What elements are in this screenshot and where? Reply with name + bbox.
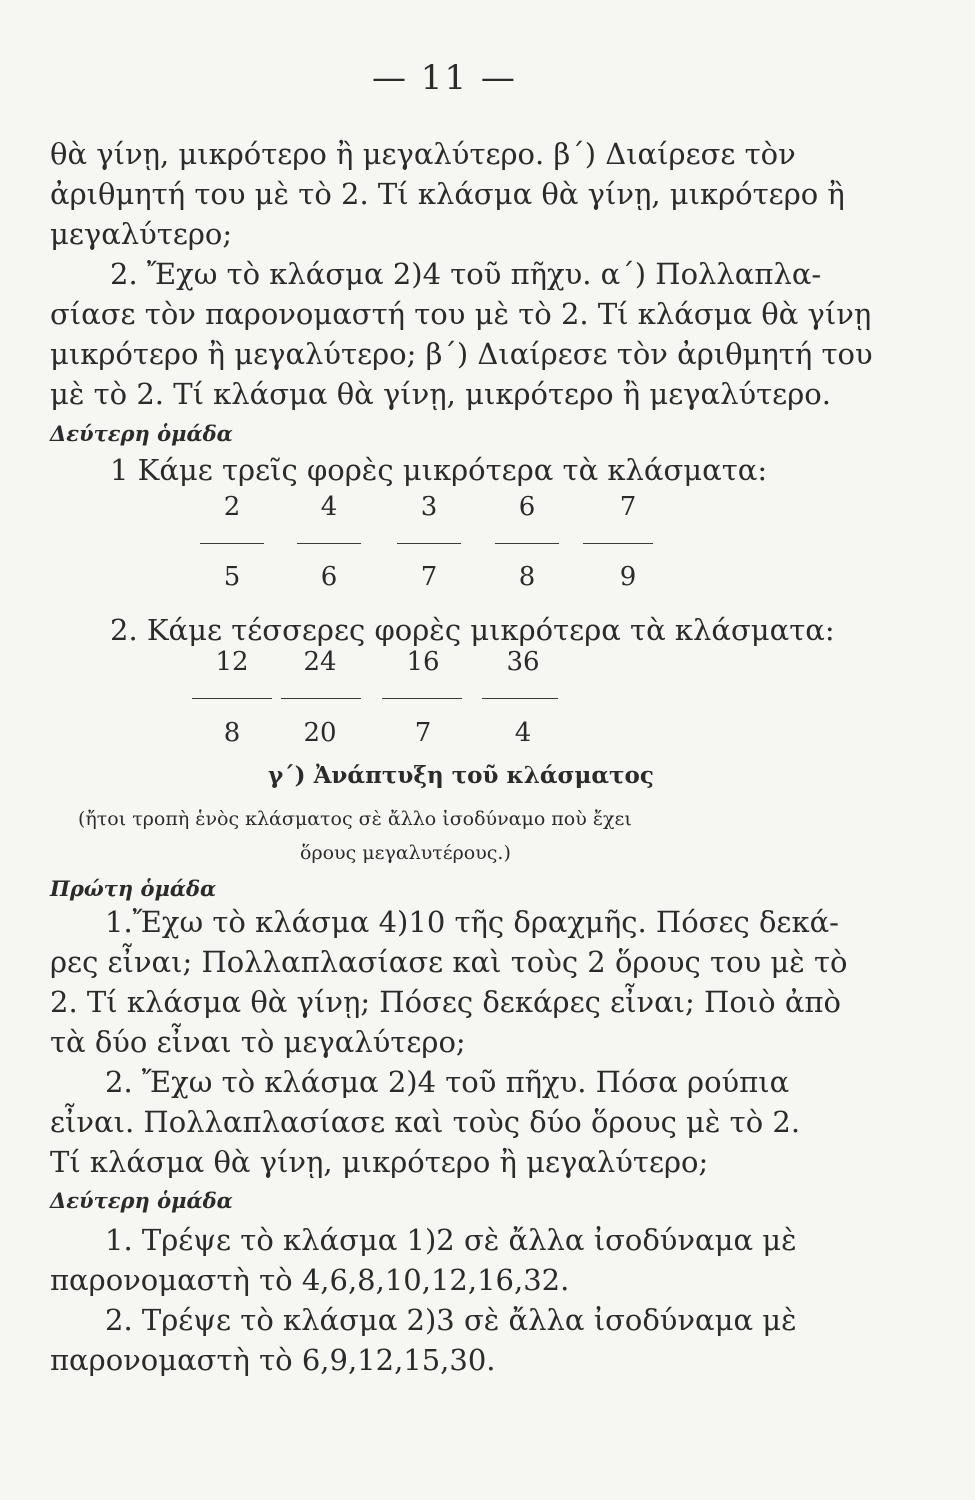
numerator: 2 — [223, 492, 241, 522]
text-line: θὰ γίνῃ, μικρότερο ἢ μεγαλύτερο. β΄) Διαίρεσε τὸν — [50, 137, 796, 171]
numerator: 16 — [406, 647, 440, 677]
exercise-1-text: 1 Κάμε τρεῖς φορὲς μικρότερα τὰ κλάσματα: — [110, 453, 768, 487]
text-line: ρες εἶναι; Πολλαπλασίασε καὶ τοὺς 2 ὅρους του μὲ τὸ — [50, 945, 848, 979]
numerator: 36 — [506, 647, 540, 677]
page-number: — 11 — — [372, 58, 517, 98]
numerator: 24 — [303, 647, 337, 677]
text-line: σίασε τὸν παρονομαστή του μὲ τὸ 2. Τί κλάσμα θὰ γίνῃ — [50, 297, 872, 331]
text-line: παρονομαστὴ τὸ 4,6,8,10,12,16,32. — [50, 1263, 570, 1297]
fraction-bar — [583, 543, 653, 544]
numerator: 6 — [518, 492, 536, 522]
fraction-bar — [382, 698, 462, 699]
denominator: 8 — [518, 562, 536, 592]
denominator: 7 — [414, 718, 432, 748]
fraction-bar — [192, 698, 272, 699]
text-line: μεγαλύτερο; — [50, 217, 233, 251]
fraction-bar — [281, 698, 361, 699]
text-line: παρονομαστὴ τὸ 6,9,12,15,30. — [50, 1343, 496, 1377]
section-subtitle: ὅρους μεγαλυτέρους.) — [300, 842, 511, 864]
denominator: 20 — [303, 718, 337, 748]
numerator: 12 — [215, 647, 249, 677]
denominator: 8 — [223, 718, 241, 748]
denominator: 7 — [420, 562, 438, 592]
fraction-bar — [495, 543, 559, 544]
text-line: εἶναι. Πολλαπλασίασε καὶ τοὺς δύο ὅρους μὲ τὸ 2. — [50, 1105, 801, 1139]
denominator: 9 — [619, 562, 637, 592]
exercise-2-text: 2. Κάμε τέσσερες φορὲς μικρότερα τὰ κλάσματα: — [110, 613, 835, 647]
fraction-bar — [397, 543, 461, 544]
denominator: 6 — [320, 562, 338, 592]
fraction-bar — [297, 543, 361, 544]
text-line: 2. Τρέψε τὸ κλάσμα 2)3 σὲ ἄλλα ἰσοδύναμα μὲ — [105, 1303, 797, 1337]
text-line: Τί κλάσμα θὰ γίνῃ, μικρότερο ἢ μεγαλύτερο; — [50, 1145, 709, 1179]
text-line: 1. Τρέψε τὸ κλάσμα 1)2 σὲ ἄλλα ἰσοδύναμα μὲ — [105, 1223, 797, 1257]
group-heading: Πρώτη ὁμάδα — [50, 876, 217, 901]
text-line: 1.Ἔχω τὸ κλάσμα 4)10 τῆς δραχμῆς. Πόσες δεκά- — [105, 905, 839, 939]
text-line: ἀριθμητή του μὲ τὸ 2. Τί κλάσμα θὰ γίνῃ, μικρότερο ἢ — [50, 177, 845, 211]
numerator: 7 — [619, 492, 637, 522]
numerator: 3 — [420, 492, 438, 522]
fraction-bar — [482, 698, 558, 699]
section-subtitle: (ἤτοι τροπὴ ἑνὸς κλάσματος σὲ ἄλλο ἰσοδύναμο ποὺ ἔχει — [78, 808, 632, 830]
group-heading: Δεύτερη ὁμάδα — [50, 1188, 233, 1213]
denominator: 5 — [223, 562, 241, 592]
text-line: μικρότερο ἢ μεγαλύτερο; β΄) Διαίρεσε τὸν ἀριθμητή του — [50, 337, 873, 371]
text-line: 2. Ἔχω τὸ κλάσμα 2)4 τοῦ πῆχυ. Πόσα ρούπια — [105, 1065, 790, 1099]
fraction-bar — [200, 543, 264, 544]
text-line: 2. Τί κλάσμα θὰ γίνῃ; Πόσες δεκάρες εἶναι; Ποιὸ ἀπὸ — [50, 985, 841, 1019]
denominator: 4 — [514, 718, 532, 748]
numerator: 4 — [320, 492, 338, 522]
text-line: 2. Ἔχω τὸ κλάσμα 2)4 τοῦ πῆχυ. α΄) Πολλαπλα- — [110, 257, 822, 291]
text-line: τὰ δύο εἶναι τὸ μεγαλύτερο; — [50, 1025, 466, 1059]
section-title: γ΄) Ἀνάπτυξη τοῦ κλάσματος — [268, 762, 654, 789]
group-heading: Δεύτερη ὁμάδα — [50, 421, 233, 446]
text-line: μὲ τὸ 2. Τί κλάσμα θὰ γίνῃ, μικρότερο ἢ μεγαλύτερο. — [50, 377, 831, 411]
